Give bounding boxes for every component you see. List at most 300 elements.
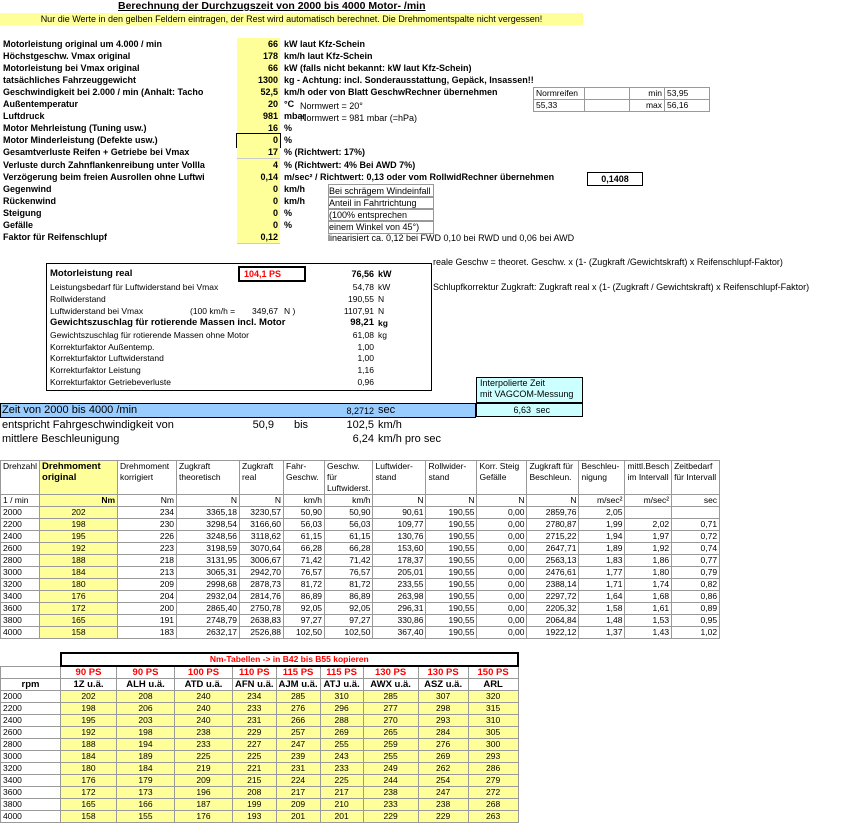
input-value[interactable]: 0 [237,183,280,196]
nm-table-cell[interactable]: 233 [233,703,277,715]
input-label: Geschwindigkeit bei 2.000 / min (Anhalt: Tacho [3,87,204,98]
table-header: Zugkraft theoretisch [177,461,240,495]
result-label: Gewichtszuschlag für rotierende Massen ohne Motor [50,329,249,340]
table-cell: 0,00 [477,543,527,555]
table-cell: 183 [118,627,177,639]
speed-bis: bis [294,419,309,431]
nm-table-cell[interactable]: 293 [468,751,518,763]
table-cell: 3400 [1,591,40,603]
input-value[interactable]: 52,5 [237,86,280,99]
input-value[interactable]: 0 [237,207,280,220]
nm-table-cell[interactable]: 224 [276,775,320,787]
input-value[interactable]: 4 [237,159,280,172]
ps-header: 100 PS [175,666,233,679]
interp-label-2: mit VAGCOM-Messung [480,389,574,399]
nm-table-cell: 3600 [1,787,61,799]
table-cell[interactable]: 198 [40,519,118,531]
nm-table-cell[interactable]: 255 [320,739,363,751]
table-cell: 0,00 [477,591,527,603]
nm-table-cell[interactable]: 259 [363,739,418,751]
input-value[interactable]: 0 [237,219,280,232]
table-header: Drehmoment original [40,461,118,495]
nm-table-cell[interactable]: 210 [320,799,363,811]
table-cell: 153,60 [373,543,426,555]
nm-table-row [1,703,519,715]
nm-table-cell[interactable]: 231 [233,715,277,727]
nm-table-cell[interactable]: 320 [468,691,518,703]
table-cell[interactable]: 172 [40,603,118,615]
table-row [1,507,720,519]
nm-table-cell[interactable]: 268 [468,799,518,811]
nm-table-cell[interactable]: 238 [175,727,233,739]
table-cell: 2400 [1,531,40,543]
nm-table-cell[interactable]: 255 [363,751,418,763]
ps-header: 115 PS [320,666,363,679]
interp-value: 6,63 [513,405,531,415]
table-cell: 200 [118,603,177,615]
table-cell: 178,37 [373,555,426,567]
table-cell[interactable]: 195 [40,531,118,543]
table-cell: 2000 [1,507,40,519]
page-title: Berechnung der Durchzugszeit von 2000 bis 4000 Motor- /min [118,0,426,12]
nm-table-cell[interactable]: 229 [418,811,468,823]
table-cell: 190,55 [426,627,477,639]
table-header: Zeitbedarf für Intervall [672,461,720,495]
table-cell: 0,00 [477,615,527,627]
input-value[interactable]: 0,14 [237,171,280,184]
nm-table-cell[interactable]: 240 [175,703,233,715]
subtitle-banner: Nur die Werte in den gelben Feldern eintragen, der Rest wird automatisch berechnet. Die Drehmomentspalte nicht vergessen! [0,13,583,25]
table-cell: 0,77 [672,555,720,567]
table-cell: 1,68 [625,591,672,603]
input-label: Höchstgeschw. Vmax original [3,51,131,62]
nm-table-cell[interactable]: 234 [233,691,277,703]
table-cell: 2750,78 [240,603,284,615]
table-cell: 209 [118,579,177,591]
input-unit: °C [284,99,295,110]
table-cell: 109,77 [373,519,426,531]
table-cell: 0,00 [477,567,527,579]
table-cell [625,507,672,519]
nm-table-cell[interactable]: 203 [117,715,175,727]
table-cell: 2859,76 [527,507,579,519]
table-header: Zugkraft für Beschleun. [527,461,579,495]
table-cell: 190,55 [426,507,477,519]
result-value: 61,08 [352,329,374,340]
table-cell: 0,00 [477,519,527,531]
nm-table-cell[interactable]: 217 [320,787,363,799]
nm-table-cell[interactable]: 244 [363,775,418,787]
nm-table-cell[interactable]: 266 [276,715,320,727]
nm-table-cell[interactable]: 239 [276,751,320,763]
input-unit: km/h [284,183,306,194]
nm-table-row [1,811,519,823]
nm-table-cell[interactable]: 180 [61,763,117,775]
table-cell[interactable]: 184 [40,567,118,579]
nm-table-cell[interactable]: 285 [276,691,320,703]
table-cell: 223 [118,543,177,555]
input-label: Faktor für Reifenschlupf [3,231,108,242]
input-label: Verzögerung beim freien Ausrollen ohne Luftwi [3,171,205,182]
nm-table-cell[interactable]: 196 [175,787,233,799]
table-cell: 2064,84 [527,615,579,627]
table-cell[interactable]: 202 [40,507,118,519]
table-unit-header: m/sec² [579,495,625,507]
input-unit: kW (falls nicht bekannt: kW laut Kfz-Schein) [284,63,472,74]
nm-table-cell[interactable]: 263 [468,811,518,823]
nm-table-cell[interactable]: 198 [61,703,117,715]
table-row [1,627,720,639]
table-cell[interactable]: 158 [40,627,118,639]
table-cell: 2388,14 [527,579,579,591]
table-cell: 2814,76 [240,591,284,603]
nm-table-cell[interactable]: 193 [233,811,277,823]
engine-code-header: ARL [468,679,518,691]
max-value: 56,16 [665,100,710,112]
input-value[interactable]: 17 [237,146,280,159]
nm-table-cell[interactable]: 201 [276,811,320,823]
table-cell: 0,00 [477,555,527,567]
engine-code-header: ASZ u.ä. [418,679,468,691]
table-cell: 3248,56 [177,531,240,543]
nm-table-cell[interactable]: 284 [418,727,468,739]
steigung-note-1: (100% entsprechen [328,208,434,222]
result-value: 1,00 [357,341,374,352]
table-unit-header: km/h [284,495,325,507]
input-unit: % (Richtwert: 17%) [284,147,366,158]
table-unit-header: Nm [40,495,118,507]
nm-table-cell[interactable]: 276 [418,739,468,751]
nm-table-cell[interactable]: 310 [320,691,363,703]
nm-table-cell[interactable]: 187 [175,799,233,811]
table-header: Zugkraft real [240,461,284,495]
nm-table-cell[interactable]: 199 [233,799,277,811]
table-cell: 205,01 [373,567,426,579]
table-cell: 190,55 [426,603,477,615]
nm-table-cell[interactable]: 184 [61,751,117,763]
nm-table-cell[interactable]: 194 [117,739,175,751]
wind-note-1: Bei schrägem Windeinfall [328,184,434,198]
nm-table-cell[interactable]: 215 [233,775,277,787]
nm-table-cell[interactable]: 208 [233,787,277,799]
nm-table-cell[interactable]: 227 [233,739,277,751]
table-cell: 263,98 [373,591,426,603]
table-cell[interactable]: 188 [40,555,118,567]
power-kw-value: 76,56 [351,269,374,279]
nm-table-cell[interactable]: 189 [117,751,175,763]
result-value: 54,78 [352,282,374,292]
table-cell: 61,15 [325,531,373,543]
result-label: Gewichtszuschlag für rotierende Massen incl. Motor [50,316,286,328]
input-label: Luftdruck [3,111,45,122]
luftwid-100-label: (100 km/h = [190,305,236,316]
table-cell: 76,57 [325,567,373,579]
input-value[interactable]: 20 [237,98,280,111]
normreifen-left-value: 55,33 [534,100,585,112]
wind-note-2: Anteil in Fahrtrichtung [328,196,434,210]
nm-table-cell[interactable]: 195 [61,715,117,727]
input-value[interactable]: 66 [237,38,280,51]
table-cell: 2715,22 [527,531,579,543]
input-value[interactable]: 0,12 [237,231,280,244]
table-cell: 92,05 [284,603,325,615]
input-value[interactable]: 0 [237,195,280,208]
zeit-label: Zeit von 2000 bis 4000 /min [2,404,138,416]
nm-table-cell[interactable]: 233 [363,799,418,811]
nm-table-cell[interactable]: 201 [320,811,363,823]
input-label: Gefälle [3,219,34,230]
input-value[interactable]: 0 [237,134,280,147]
nm-table-cell[interactable]: 233 [320,763,363,775]
table-header: Fahr- Geschw. [284,461,325,495]
table-cell[interactable]: 165 [40,615,118,627]
nm-table-cell: 3800 [1,799,61,811]
table-cell: 2878,73 [240,579,284,591]
nm-table-cell[interactable]: 296 [320,703,363,715]
normwert-druck-note: Normwert = 981 mbar (=hPa) [300,113,418,123]
result-value: 0,96 [357,377,374,388]
table-cell: 1,02 [672,627,720,639]
table-row [1,531,720,543]
input-value[interactable]: 66 [237,62,280,75]
nm-table-cell[interactable]: 272 [468,787,518,799]
table-cell: 3166,60 [240,519,284,531]
nm-table-cell[interactable]: 217 [276,787,320,799]
nm-table-cell[interactable]: 209 [175,775,233,787]
zeit-value: 8,2712 [346,406,374,416]
nm-table-cell[interactable]: 158 [61,811,117,823]
nm-table-cell[interactable]: 310 [468,715,518,727]
input-label: Motorleistung original um 4.000 / min [3,39,163,49]
table-cell: 2800 [1,555,40,567]
nm-table-cell[interactable]: 270 [363,715,418,727]
nm-table-cell[interactable]: 231 [276,763,320,775]
table-cell: 1,74 [625,579,672,591]
nm-table-cell[interactable]: 172 [61,787,117,799]
nm-table-cell[interactable]: 300 [468,739,518,751]
table-cell: 3118,62 [240,531,284,543]
nm-table-cell[interactable]: 221 [233,763,277,775]
input-label: Motorleistung bei Vmax original [3,63,140,74]
table-cell: 50,90 [325,507,373,519]
table-cell: 2205,32 [527,603,579,615]
table-cell: 3365,18 [177,507,240,519]
nm-table-cell[interactable]: 238 [418,799,468,811]
input-unit: km/h [284,195,306,206]
accel-unit: km/h pro sec [378,433,441,445]
nm-table-cell[interactable]: 209 [276,799,320,811]
nm-table-cell[interactable]: 176 [175,811,233,823]
table-cell: 218 [118,555,177,567]
input-unit: % [284,135,293,146]
table-cell: 81,72 [284,579,325,591]
nm-table-cell[interactable]: 229 [363,811,418,823]
nm-table-cell[interactable]: 219 [175,763,233,775]
input-value[interactable]: 16 [237,122,280,135]
nm-table-cell[interactable]: 254 [418,775,468,787]
table-cell: 0,00 [477,507,527,519]
result-unit: N [378,305,385,316]
table-cell: 3298,54 [177,519,240,531]
table-cell: 1,94 [579,531,625,543]
table-cell[interactable]: 192 [40,543,118,555]
table-cell: 0,95 [672,615,720,627]
nm-table-cell[interactable]: 188 [61,739,117,751]
nm-table-cell[interactable]: 198 [117,727,175,739]
table-cell: 1,92 [625,543,672,555]
nm-table-cell[interactable]: 277 [363,703,418,715]
table-row [1,603,720,615]
table-cell: 1,83 [579,555,625,567]
normreifen-label: Normreifen [534,88,585,100]
result-label: Korrekturfaktor Getriebeverluste [50,377,171,388]
nm-table-cell[interactable]: 184 [117,763,175,775]
nm-table-cell[interactable]: 305 [468,727,518,739]
table-cell: 234 [118,507,177,519]
nm-table-cell[interactable]: 279 [468,775,518,787]
nm-table-cell[interactable]: 225 [320,775,363,787]
table-cell: 330,86 [373,615,426,627]
nm-table-cell[interactable]: 240 [175,715,233,727]
nm-table-cell[interactable]: 257 [276,727,320,739]
table-cell: 2998,68 [177,579,240,591]
nm-table-cell[interactable]: 202 [61,691,117,703]
nm-table-cell[interactable]: 208 [117,691,175,703]
ps-header: 90 PS [117,666,175,679]
nm-table-cell[interactable]: 276 [276,703,320,715]
table-cell: 97,27 [325,615,373,627]
nm-table-cell[interactable]: 269 [320,727,363,739]
nm-table-cell[interactable]: 307 [418,691,468,703]
table-cell: 1,48 [579,615,625,627]
table-cell: 1,97 [625,531,672,543]
table-cell: 0,71 [672,519,720,531]
nm-table-cell[interactable]: 265 [363,727,418,739]
table-cell: 191 [118,615,177,627]
nm-table-cell[interactable]: 243 [320,751,363,763]
nm-table-cell[interactable]: 238 [363,787,418,799]
nm-table-cell[interactable]: 176 [61,775,117,787]
nm-table-cell[interactable]: 286 [468,763,518,775]
nm-table-cell[interactable]: 247 [276,739,320,751]
table-cell: 2,05 [579,507,625,519]
table-cell: 2865,40 [177,603,240,615]
engine-code-header: AWX u.ä. [363,679,418,691]
input-label: Gegenwind [3,183,52,194]
table-cell: 1,86 [625,555,672,567]
table-cell: 0,86 [672,591,720,603]
input-value[interactable]: 981 [237,110,280,123]
table-cell: 3000 [1,567,40,579]
table-cell: 2600 [1,543,40,555]
calculation-table [0,460,720,639]
nm-table-cell[interactable]: 233 [175,739,233,751]
table-cell: 102,50 [284,627,325,639]
nm-table-cell[interactable]: 249 [363,763,418,775]
min-value: 53,95 [665,88,710,100]
table-cell: 233,55 [373,579,426,591]
nm-table-cell[interactable]: 288 [320,715,363,727]
table-cell: 97,27 [284,615,325,627]
table-unit-header: N [240,495,284,507]
speed-label: entspricht Fahrgeschwindigkeit von [2,419,174,431]
input-label: Rückenwind [3,195,57,206]
normreifen-table [533,87,710,112]
nm-table-cell: 3200 [1,763,61,775]
table-row [1,591,720,603]
nm-table-cell[interactable]: 166 [117,799,175,811]
table-unit-header: m/sec² [625,495,672,507]
nm-table-cell[interactable]: 225 [233,751,277,763]
input-value[interactable]: 178 [237,50,280,63]
power-kw-unit: kW [378,269,392,279]
table-cell: 71,42 [325,555,373,567]
table-header: Luftwider- stand [373,461,426,495]
table-cell: 76,57 [284,567,325,579]
table-cell: 2476,61 [527,567,579,579]
table-cell: 1,89 [579,543,625,555]
result-label: Rollwiderstand [50,293,106,304]
input-unit: % [284,207,293,218]
nm-table-cell[interactable]: 229 [233,727,277,739]
table-cell: 3006,67 [240,555,284,567]
table-header: Geschw. für Luftwiderst. [325,461,373,495]
table-cell: 0,74 [672,543,720,555]
input-label: Steigung [3,207,42,218]
nm-table-cell: 4000 [1,811,61,823]
table-cell[interactable]: 180 [40,579,118,591]
nm-table-cell[interactable]: 240 [175,691,233,703]
nm-table-cell[interactable]: 155 [117,811,175,823]
table-cell: 296,31 [373,603,426,615]
nm-table-cell[interactable]: 173 [117,787,175,799]
nm-table-cell[interactable]: 269 [418,751,468,763]
table-cell: 1,71 [579,579,625,591]
nm-table-cell[interactable]: 285 [363,691,418,703]
nm-table-cell[interactable]: 315 [468,703,518,715]
result-value: 1,16 [357,365,374,376]
table-cell: 2526,88 [240,627,284,639]
table-cell: 4000 [1,627,40,639]
nm-table-row [1,739,519,751]
nm-table-cell[interactable]: 298 [418,703,468,715]
table-cell: 81,72 [325,579,373,591]
table-cell: 0,00 [477,531,527,543]
speed-unit: km/h [378,419,402,431]
nm-table-cell[interactable]: 179 [117,775,175,787]
table-cell: 3070,64 [240,543,284,555]
nm-table-cell[interactable]: 192 [61,727,117,739]
table-cell: 1,77 [579,567,625,579]
nm-table-cell[interactable]: 165 [61,799,117,811]
table-cell: 190,55 [426,615,477,627]
nm-table-cell[interactable]: 206 [117,703,175,715]
table-cell[interactable]: 176 [40,591,118,603]
ps-header: 130 PS [418,666,468,679]
nm-table-cell[interactable]: 293 [418,715,468,727]
nm-table-cell[interactable]: 262 [418,763,468,775]
input-unit: m/sec² / Richtwert: 0,13 oder vom RollwidRechner übernehmen [284,171,555,182]
input-value[interactable]: 1300 [237,74,280,87]
table-cell: 1,53 [625,615,672,627]
nm-table-cell[interactable]: 247 [418,787,468,799]
input-label: tatsächliches Fahrzeuggewicht [3,75,137,86]
nm-table-row [1,763,519,775]
nm-table-cell[interactable]: 225 [175,751,233,763]
table-cell: 56,03 [325,519,373,531]
nm-table-cell: 2200 [1,703,61,715]
result-label: Korrekturfaktor Außentemp. [50,341,155,352]
